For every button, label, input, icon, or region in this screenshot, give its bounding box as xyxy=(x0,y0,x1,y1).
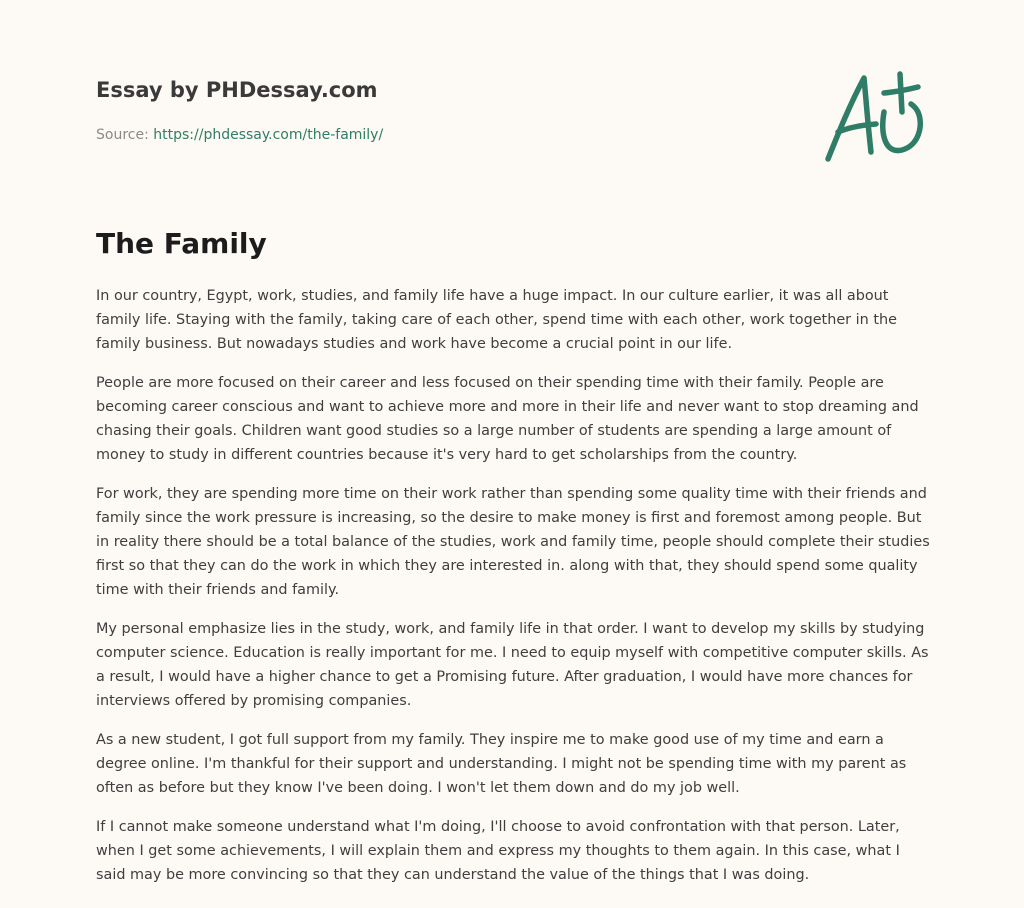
essay-paragraph: If I cannot make someone understand what I'm doing, I'll choose to avoid confrontation with that person. Later, when I get some achievements, I will explain them and express my thoughts to them again. In this case, what I said may be more convincing so that they can understand the value of the things that I was doing. xyxy=(96,819,900,883)
site-title: Essay by PHDessay.com xyxy=(96,78,378,102)
source-label: Source: xyxy=(96,127,154,143)
a-plus-grade-icon xyxy=(818,64,930,168)
essay-paragraph: In our country, Egypt, work, studies, and family life have a huge impact. In our culture earlier, it was all about family life. Staying with the family, taking care of each other, spend time with each other, work together in the family business. But nowadays studies and work have become a crucial point in our life. xyxy=(96,288,897,352)
essay-header xyxy=(96,76,796,145)
essay-title: The Family xyxy=(96,227,267,260)
essay-paragraph: My personal emphasize lies in the study, work, and family life in that order. I want to develop my skills by studying computer science. Education is really important for me. I need to equip myself with competitive computer skills. As a result, I would have a higher chance to get a Promising future. After graduation, I would have more chances for interviews offered by promising companies. xyxy=(96,621,929,709)
source-line xyxy=(96,125,796,145)
essay-body xyxy=(96,224,932,902)
essay-paragraph: For work, they are spending more time on their work rather than spending some quality time with their friends and family since the work pressure is increasing, so the desire to make money is first and foremost among people. But in reality there should be a total balance of the studies, work and family time, people should complete their studies first so that they can do the work in which they are interested in. along with that, they should spend some quality time with their friends and family. xyxy=(96,486,930,598)
essay-paragraph: People are more focused on their career and less focused on their spending time with their family. People are becoming career conscious and want to achieve more and more in their life and never want to stop dreaming and chasing their goals. Children want good studies so a large number of students are spending a large amount of money to study in different countries because it's very hard to get scholarships from the country. xyxy=(96,375,919,463)
source-link[interactable]: https://phdessay.com/the-family/ xyxy=(153,127,384,143)
essay-paragraph: As a new student, I got full support from my family. They inspire me to make good use of my time and earn a degree online. I'm thankful for their support and understanding. I might not be spending time with my parent as often as before but they know I've been doing. I won't let them down and do my job well. xyxy=(96,732,907,796)
